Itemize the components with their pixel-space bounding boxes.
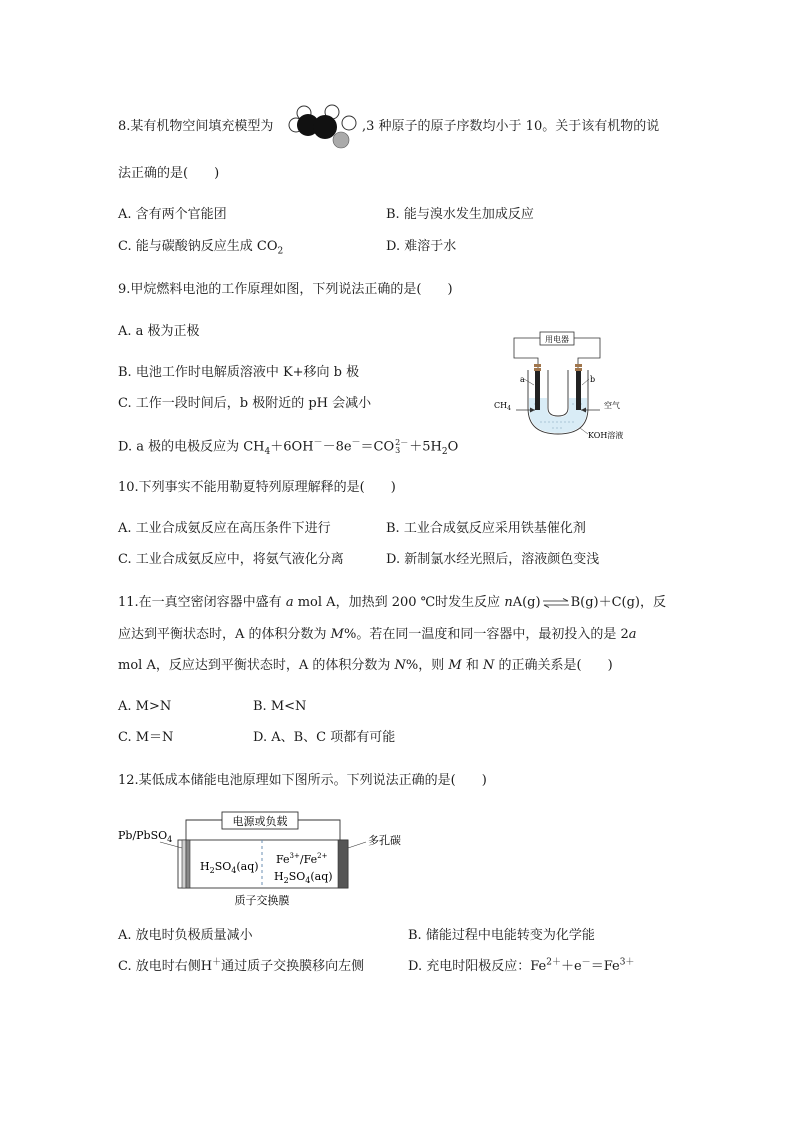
q8-option-a: A. 含有两个官能团 (118, 207, 227, 222)
q12-c-sup: ＋ (212, 957, 222, 968)
left-electrode (182, 840, 186, 888)
label-b: b (590, 375, 596, 384)
label-ch4: $CH_4$ (494, 401, 511, 412)
q12-option-b: B. 储能过程中电能转变为化学能 (408, 928, 595, 943)
q9-d-part: ＝CO (360, 439, 395, 455)
q10-option-c: C. 工业合成氨反应中，将氨气液化分离 (118, 552, 344, 567)
q11-l3-var: N (482, 658, 495, 673)
label-a: a (520, 375, 525, 384)
q11-l3-var: N (394, 658, 406, 673)
q12-d-sup: － (581, 957, 591, 968)
equilibrium-arrow-icon (542, 598, 570, 608)
q9-d-sub2: 3 (395, 446, 401, 455)
q11-l2-text: %。若在同一温度和同一容器中，最初投入的是 2 (343, 627, 629, 642)
right-label: 多孔碳 (368, 834, 401, 847)
q9-d-sup: － (351, 438, 361, 449)
q11-l3-text: mol A，反应达到平衡状态时，A 的体积分数为 (118, 658, 391, 673)
q9-d-sup2: 2－ (395, 438, 409, 447)
q11-l1-text: 11.在一真空密闭容器中盛有 (118, 595, 282, 610)
q9-d-part: ＋6OH (270, 439, 314, 455)
q9-fuel-cell-diagram (492, 330, 642, 442)
q12-c-part: 通过质子交换膜移向左侧 (221, 959, 365, 974)
q8-option-b: B. 能与溴水发生加成反应 (386, 207, 534, 222)
q11-l3-text: 的正确关系是( ) (498, 658, 613, 673)
q11-l1-var: a (285, 595, 294, 610)
q11-l1-text: A(g) (512, 595, 541, 610)
q11-l1-text: B(g)＋C(g)，反 (570, 595, 666, 610)
wire-left (186, 820, 222, 840)
model-atom-o1 (333, 132, 349, 148)
q11-option-c: C. M＝N (118, 730, 174, 745)
q11-l1-var: n (504, 595, 513, 610)
q8-option-c (118, 239, 284, 257)
electrode-b (576, 370, 581, 410)
q12-battery-diagram (116, 806, 416, 910)
q12-option-a: A. 放电时负极质量减小 (118, 928, 253, 943)
q10-option-b: B. 工业合成氨反应采用铁基催化剂 (386, 521, 586, 536)
q10-option-d: D. 新制氯水经光照后，溶液颜色变浅 (386, 552, 600, 567)
q8-option-c-text: C. 能与碳酸钠反应生成 CO (118, 239, 278, 254)
q11-l2-var: a (628, 627, 637, 642)
q12-option-c (118, 957, 365, 974)
q9-d-part: ＋5H (409, 439, 442, 455)
label-koh: KOH溶液 (588, 431, 624, 440)
q11-l2-text: 应达到平衡状态时，A 的体积分数为 (118, 627, 327, 642)
source-label: 电源或负载 (232, 815, 288, 828)
q8-stem-before: 8.某有机物空间填充模型为 (118, 119, 274, 134)
q10-option-a: A. 工业合成氨反应在高压条件下进行 (118, 521, 331, 536)
left-electrode-inner (186, 840, 190, 888)
q12-d-part: D. 充电时阳极反应：Fe (408, 959, 547, 974)
q12-c-part: C. 放电时右侧H (118, 959, 213, 974)
q8-option-d: D. 难溶于水 (386, 239, 457, 254)
q9-d-part: D. a 极的电极反应为 CH (118, 439, 265, 455)
q10-stem: 10.下列事实不能用勒夏特列原理解释的是( ) (118, 480, 396, 495)
q11-l3-var: M (448, 658, 462, 673)
electrode-a (535, 370, 540, 410)
q12-d-part: ＋e (560, 959, 582, 974)
q8-stem-after: ,3 种原子的原子序数均小于 10。关于该有机物的说 (362, 119, 660, 134)
right-electrode (338, 840, 348, 888)
model-atom-o2 (342, 116, 356, 130)
q9-d-sub: 2 (441, 447, 448, 458)
left-label: Pb/PbSO$_4$ (118, 829, 173, 844)
left-solution: $H_2SO_4(aq)$ (200, 860, 259, 875)
q9-option-a: A. a 极为正极 (118, 324, 200, 339)
q9-option-c: C. 工作一段时间后，b 极附近的 pH 会减小 (118, 396, 372, 411)
q12-stem: 12.某低成本储能电池原理如下图所示。下列说法正确的是( ) (118, 773, 487, 788)
q11-line1 (118, 596, 666, 609)
q11-option-a: A. M>N (118, 699, 172, 714)
q12-d-sup: 2＋ (546, 957, 561, 968)
membrane-label: 质子交换膜 (234, 894, 290, 907)
q11-line3 (118, 659, 613, 672)
q11-l2-var: M (330, 627, 344, 642)
q12-option-d (408, 957, 635, 974)
right-solution-bottom: $H_2SO_4(aq)$ (274, 870, 333, 885)
q11-option-b: B. M<N (253, 699, 307, 714)
q9-d-part: O (447, 439, 459, 455)
q11-l3-text: 和 (465, 658, 479, 673)
q8-stem-line1 (118, 120, 273, 133)
model-atom-c2 (313, 115, 337, 139)
q11-l1-text: mol A，加热到 200 ℃时发生反应 (297, 595, 501, 610)
q11-option-d: D. A、B、C 项都有可能 (253, 730, 396, 745)
q9-d-charge (395, 439, 408, 455)
q9-option-d (118, 438, 459, 458)
q11-line2 (118, 628, 637, 641)
q9-d-sub: 4 (264, 447, 271, 458)
wire-right (298, 820, 340, 840)
device-label: 用电器 (545, 335, 569, 344)
label-air: 空气 (604, 401, 620, 410)
q8-stem-line2: 法正确的是( ) (118, 166, 220, 181)
q12-d-sup: 3＋ (619, 957, 635, 968)
q9-option-b: B. 电池工作时电解质溶液中 K+移向 b 极 (118, 365, 360, 380)
q9-stem: 9.甲烷燃料电池的工作原理如图，下列说法正确的是( ) (118, 282, 453, 297)
q9-d-sup: － (313, 438, 323, 449)
q9-d-part: －8e (322, 439, 352, 455)
q11-l3-text: %，则 (405, 658, 445, 673)
right-solution-top: $Fe^{3+}/Fe^{2+}$ (276, 852, 328, 866)
u-tube-inner (548, 370, 568, 416)
q8-space-filling-model (286, 103, 362, 149)
q8-option-c-sub: 2 (277, 246, 284, 257)
q12-d-part: ＝Fe (590, 959, 620, 974)
